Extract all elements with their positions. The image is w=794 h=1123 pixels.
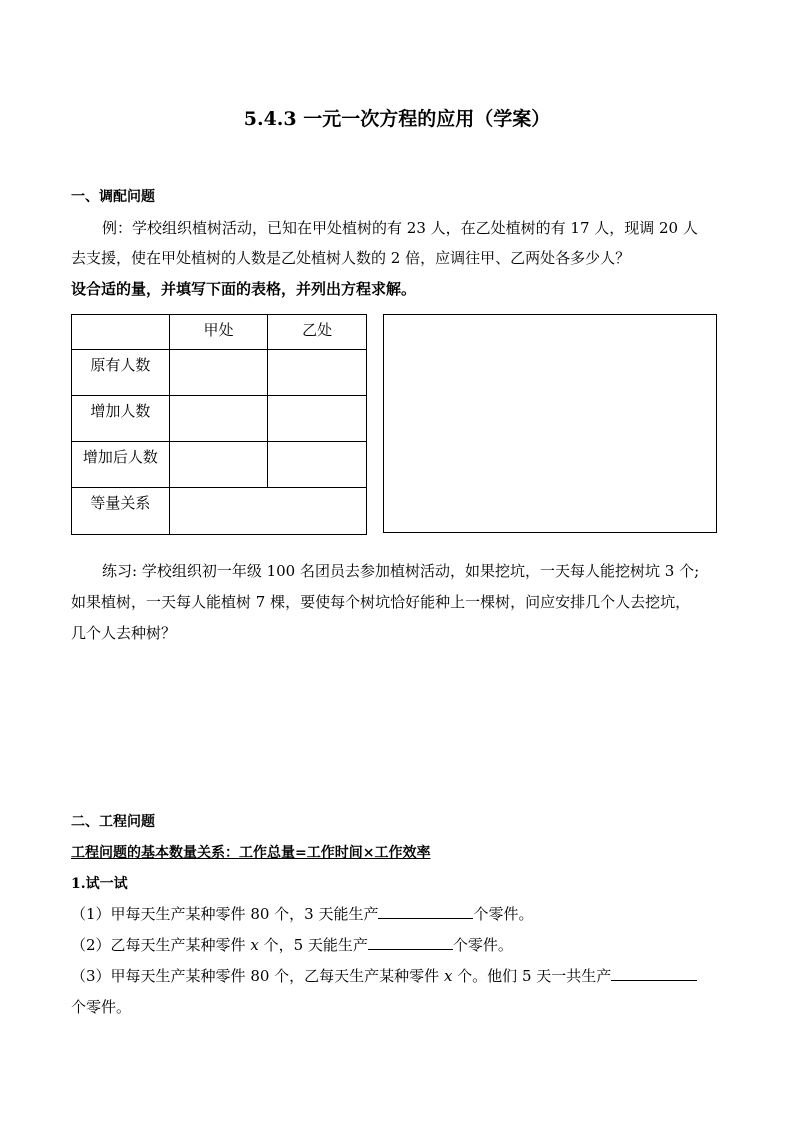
answer-blank-1[interactable] bbox=[378, 904, 473, 919]
instruction-text: 设合适的量，并填写下面的表格，并列出方程求解。 bbox=[71, 280, 417, 298]
table-header-yi: 乙处 bbox=[268, 315, 367, 350]
fill-in-table bbox=[71, 314, 367, 535]
question-3-text-b: 个。他们 5 天一共生产 bbox=[452, 967, 612, 985]
table-header-row bbox=[72, 315, 367, 350]
subheading-try: 1.试一试 bbox=[71, 876, 128, 892]
basic-relation-text: 工程问题的基本数量关系：工作总量=工作时间×工作效率 bbox=[71, 845, 431, 861]
section-heading-engineering: 二、工程问题 bbox=[71, 814, 155, 830]
table-row bbox=[72, 396, 367, 442]
table-cell-blank[interactable] bbox=[268, 350, 367, 396]
answer-blank-3[interactable] bbox=[611, 966, 697, 981]
table-cell-blank[interactable] bbox=[268, 442, 367, 488]
question-2 bbox=[71, 934, 513, 955]
question-3-line-2: 个零件。 bbox=[71, 998, 132, 1016]
table-corner-cell bbox=[72, 315, 170, 350]
variable-x: x bbox=[443, 967, 453, 985]
table-cell-blank[interactable] bbox=[169, 350, 268, 396]
table-cell-blank[interactable] bbox=[169, 442, 268, 488]
question-1 bbox=[71, 903, 534, 924]
table-cell-blank[interactable] bbox=[169, 396, 268, 442]
table-cell-blank[interactable] bbox=[268, 396, 367, 442]
table-cell-equation-blank[interactable] bbox=[169, 488, 366, 535]
example-text-line-1: 例：学校组织植树活动，已知在甲处植树的有 23 人，在乙处植树的有 17 人，现调 20 人 bbox=[102, 219, 698, 237]
page-title: 5.4.3 一元一次方程的应用（学案） bbox=[243, 108, 551, 130]
practice-text-line-2: 如果植树，一天每人能植树 7 棵，要使每个树坑恰好能种上一棵树，问应安排几个人去挖坑， bbox=[71, 593, 691, 611]
question-1-unit: 个零件。 bbox=[473, 905, 534, 923]
answer-box[interactable] bbox=[383, 314, 717, 533]
row-label-added-count: 增加人数 bbox=[72, 396, 170, 442]
question-2-unit: 个零件。 bbox=[452, 936, 513, 954]
row-label-equation: 等量关系 bbox=[72, 488, 170, 535]
question-2-text: （2）乙每天生产某种零件 bbox=[71, 936, 251, 954]
variable-x: x bbox=[250, 936, 259, 954]
question-2-text-b: 个，5 天能生产 bbox=[258, 936, 368, 954]
table-header-jia: 甲处 bbox=[169, 315, 268, 350]
section-heading-allocation: 一、调配问题 bbox=[71, 189, 155, 205]
practice-text-line-1: 练习: 学校组织初一年级 100 名团员去参加植树活动，如果挖坑，一天每人能挖树坑 3 个; bbox=[102, 562, 700, 580]
question-1-text: （1）甲每天生产某种零件 80 个，3 天能生产 bbox=[71, 905, 379, 923]
answer-blank-2[interactable] bbox=[368, 935, 453, 950]
practice-text-line-3: 几个人去种树？ bbox=[71, 624, 177, 642]
table-row bbox=[72, 350, 367, 396]
example-text-line-2: 去支援，使在甲处植树的人数是乙处植树人数的 2 倍，应调往甲、乙两处各多少人？ bbox=[71, 249, 631, 267]
table-row bbox=[72, 488, 367, 535]
row-label-original-count: 原有人数 bbox=[72, 350, 170, 396]
table-row bbox=[72, 442, 367, 488]
row-label-after-count: 增加后人数 bbox=[72, 442, 170, 488]
question-3 bbox=[71, 965, 697, 986]
question-3-text: （3）甲每天生产某种零件 80 个，乙每天生产某种零件 bbox=[71, 967, 444, 985]
